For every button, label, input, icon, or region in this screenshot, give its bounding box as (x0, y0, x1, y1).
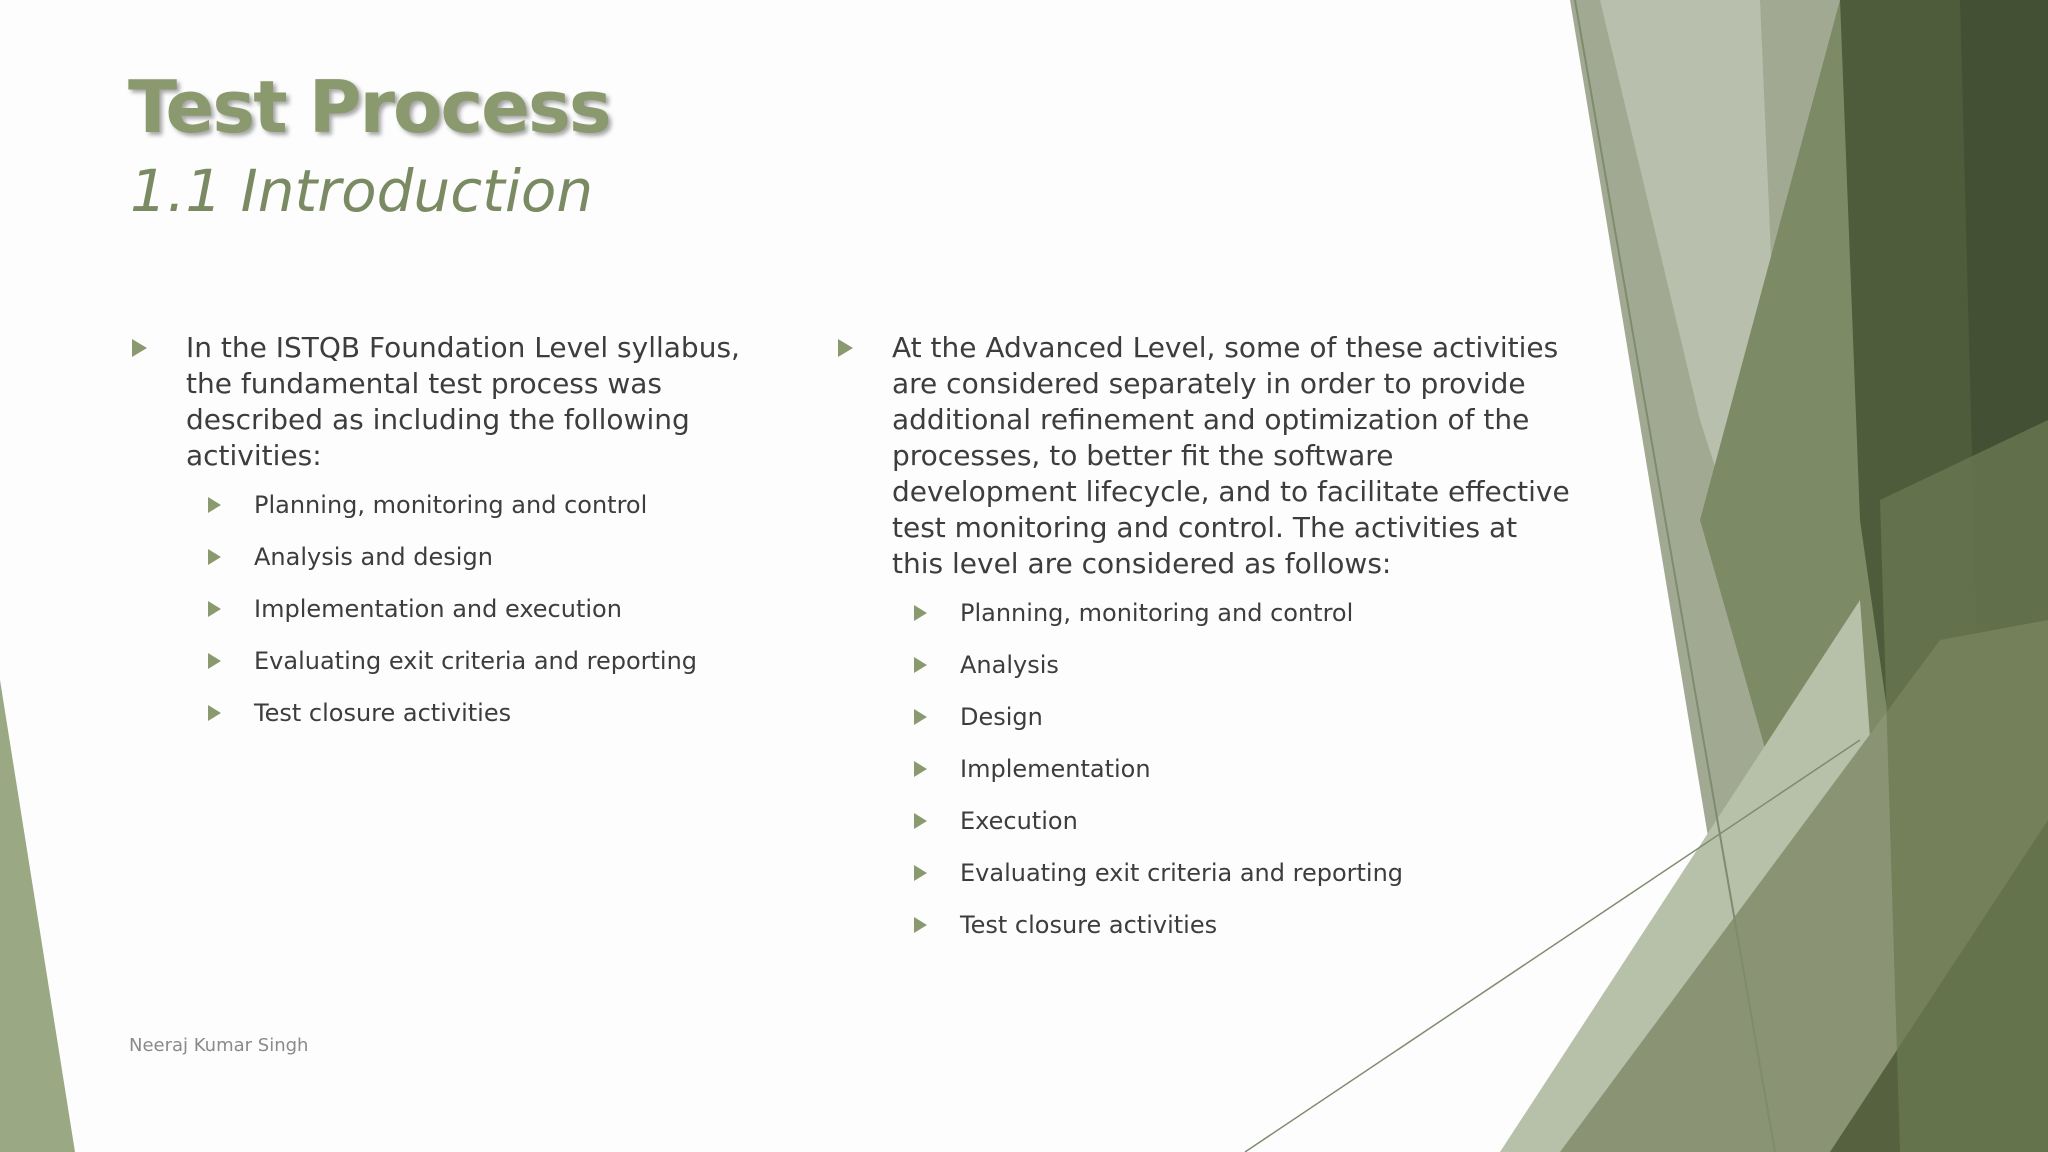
list-item-label: Evaluating exit criteria and reporting (254, 647, 698, 675)
list-item-label: Test closure activities (960, 911, 1218, 939)
right-shape-olive (1880, 420, 2048, 1152)
slide-subtitle: 1.1 Introduction (130, 157, 594, 225)
list-item (834, 910, 1574, 940)
list-item-label: Execution (960, 807, 1078, 835)
list-item-label: Test closure activities (254, 699, 512, 727)
left-content-column (128, 330, 788, 750)
right-content-column (834, 330, 1574, 962)
list-item (128, 594, 788, 624)
list-item (128, 490, 788, 520)
list-item-label: Planning, monitoring and control (960, 599, 1354, 627)
list-item (834, 702, 1574, 732)
triangle-right-icon (914, 813, 927, 829)
list-item (834, 754, 1574, 784)
list-item (128, 698, 788, 728)
right-main-text: At the Advanced Level, some of these activities are considered separately in order to provide additional refinement and optimization of the processes, to better fit the software development lifecycle, and to facilitate effective test monitoring and control. The activities at this level are considered as follows: (892, 331, 1570, 580)
slide-title: Test Process (128, 65, 610, 149)
list-item (834, 806, 1574, 836)
list-item (834, 650, 1574, 680)
list-item (834, 598, 1574, 628)
triangle-right-icon (208, 705, 221, 721)
triangle-right-icon (914, 605, 927, 621)
list-item (834, 858, 1574, 888)
right-main-bullet (834, 330, 1574, 582)
triangle-right-icon (914, 865, 927, 881)
triangle-right-icon (132, 339, 147, 357)
list-item-label: Implementation and execution (254, 595, 622, 623)
left-main-bullet (128, 330, 788, 474)
triangle-right-icon (208, 549, 221, 565)
triangle-right-icon (838, 339, 853, 357)
list-item-label: Implementation (960, 755, 1151, 783)
footer-author: Neeraj Kumar Singh (129, 1035, 309, 1056)
list-item-label: Evaluating exit criteria and reporting (960, 859, 1404, 887)
list-item (128, 542, 788, 572)
triangle-right-icon (208, 497, 221, 513)
triangle-right-icon (208, 653, 221, 669)
list-item-label: Analysis (960, 651, 1059, 679)
right-sub-list (834, 598, 1574, 940)
triangle-right-icon (914, 657, 927, 673)
triangle-right-icon (208, 601, 221, 617)
triangle-right-icon (914, 709, 927, 725)
left-sub-list (128, 490, 788, 728)
list-item (128, 646, 788, 676)
triangle-right-icon (914, 761, 927, 777)
triangle-right-icon (914, 917, 927, 933)
left-main-text: In the ISTQB Foundation Level syllabus, the fundamental test process was described as including the following activities: (186, 331, 740, 472)
left-accent-shape (0, 680, 75, 1152)
list-item-label: Analysis and design (254, 543, 493, 571)
list-item-label: Planning, monitoring and control (254, 491, 648, 519)
list-item-label: Design (960, 703, 1043, 731)
